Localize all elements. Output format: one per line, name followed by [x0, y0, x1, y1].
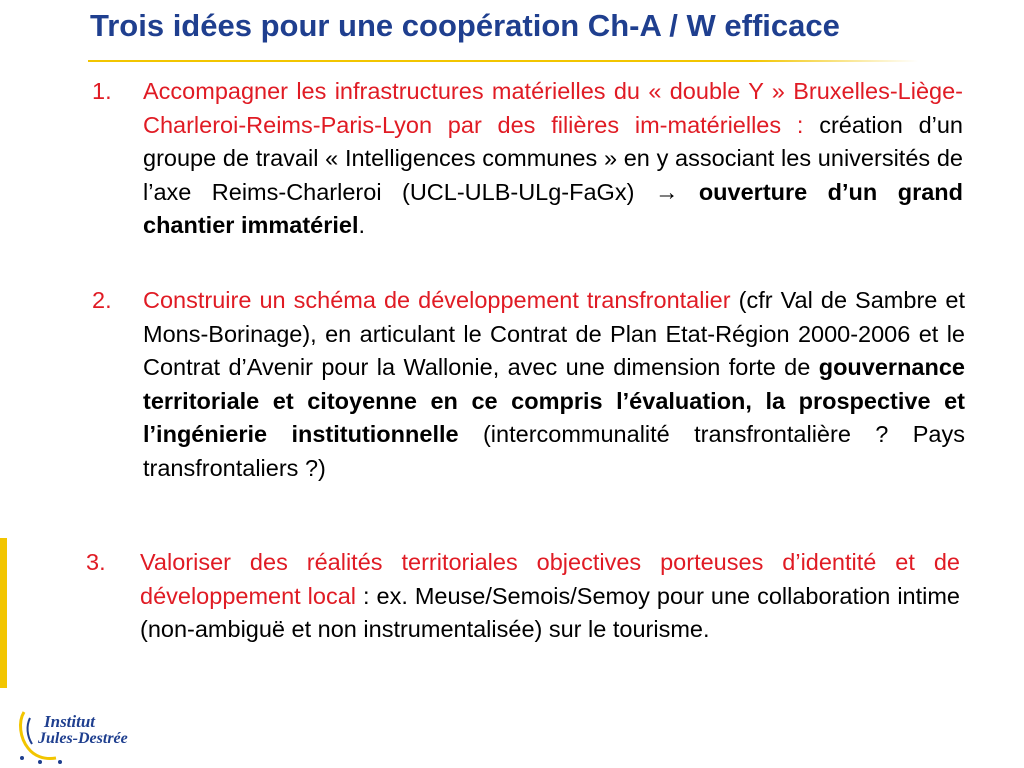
logo-line-1: Institut [44, 712, 96, 731]
item-2-heading: Construire un schéma de développement transfrontalier [143, 287, 731, 313]
slide-title: Trois idées pour une coopération Ch-A / W efficace [90, 8, 840, 43]
left-accent-bar [0, 538, 7, 688]
list-number-2: 2. [92, 287, 112, 313]
item-1-end: . [358, 212, 366, 238]
list-item-2 [92, 284, 965, 485]
item-3-heading: Valoriser des réalités territoriales objectives porteuses d’identité et de développement local [140, 549, 960, 609]
item-1-emphasis: ouverture d’un grand chantier immatériel [143, 178, 963, 238]
item-3-text: : ex. Meuse/Semois/Semoy pour une collaboration intime (non-ambiguë et non instrumentalisée) sur le tourisme. [140, 582, 961, 642]
list-item-3 [86, 546, 961, 647]
arrow-icon: → [654, 178, 679, 205]
item-2-end: (intercommunalité transfrontalière ? Pays transfrontaliers ?) [143, 421, 965, 481]
title-underline [88, 60, 918, 62]
item-2-text: (cfr Val de Sambre et Mons-Borinage), en articulant le Contrat de Plan Etat-Région 2000-2006 et le Contrat d’Avenir pour la Wallonie, avec une dimension forte de [143, 287, 965, 380]
list-item-1 [92, 75, 963, 243]
list-number-1: 1. [92, 78, 112, 104]
logo-line-2: Jules-Destrée [38, 730, 128, 747]
list-number-3: 3. [86, 549, 106, 575]
item-2-emphasis: gouvernance territoriale et citoyenne en ce compris l’évaluation, la prospective et l’ingénierie institutionnelle [143, 354, 965, 447]
item-1-heading: Accompagner les infrastructures matérielles du « double Y » Bruxelles-Liège-Charleroi-Reims-Paris-Lyon par des filières im-matérielles : [143, 78, 963, 138]
institut-logo [14, 704, 126, 766]
item-1-text: création d’un groupe de travail « Intelligences communes » en y associant les universités de l’axe Reims-Charleroi (UCL-ULB-ULg-FaGx) [143, 111, 963, 205]
